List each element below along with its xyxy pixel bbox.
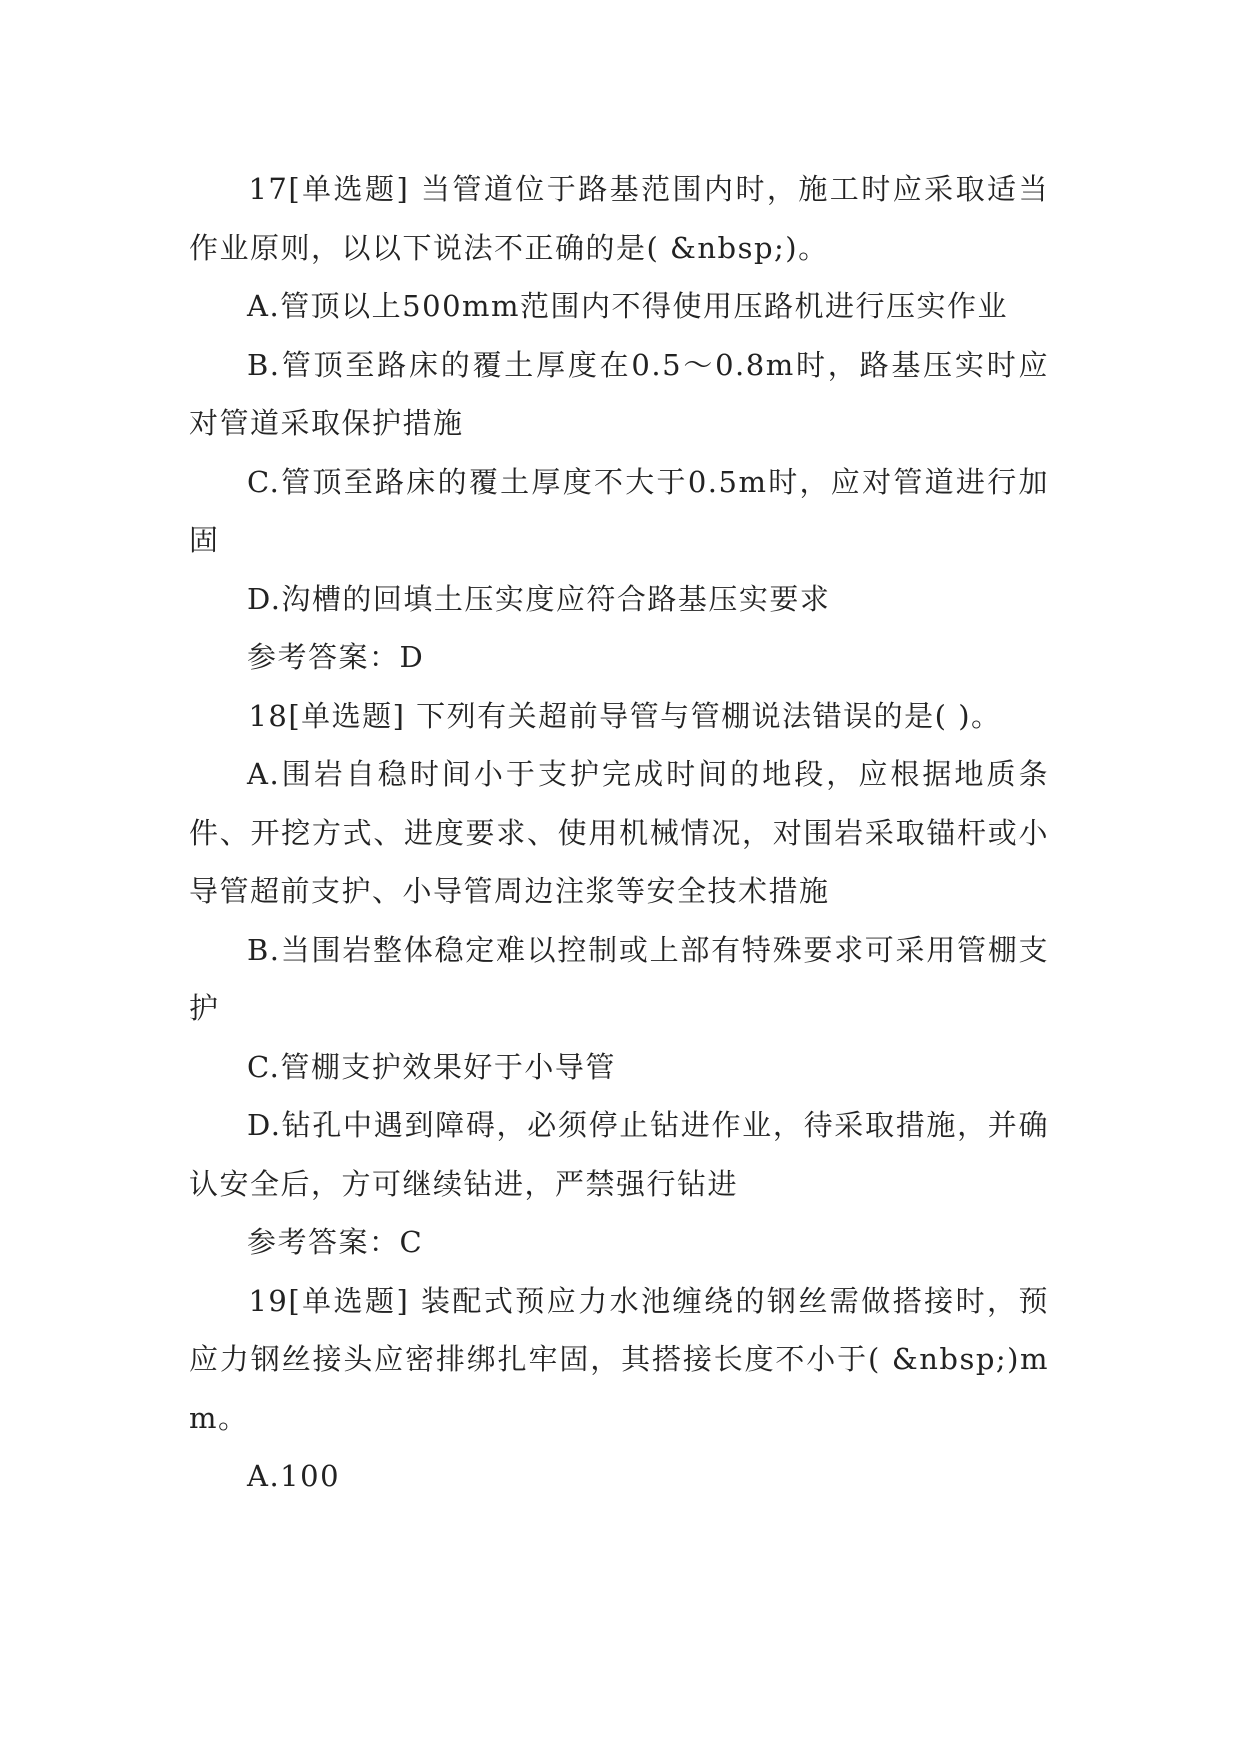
question-17-answer: 参考答案：D (247, 640, 425, 674)
question-18-stem: 18[单选题] 下列有关超前导管与管棚说法错误的是( )。 (248, 698, 1002, 733)
question-17-option-a: A.管顶以上500mm范围内不得使用压路机进行压实作业 (247, 289, 1009, 323)
question-17-option-d: D.沟槽的回填土压实度应符合路基压实要求 (247, 581, 831, 616)
question-19-stem: 19[单选题] 装配式预应力水池缠绕的钢丝需做搭接时，预应力钢丝接头应密排绑扎牢固，其搭接长度不小于( &nbsp;)mm。 (189, 1283, 1049, 1435)
question-18-option-a: A.围岩自稳时间小于支护完成时间的地段，应根据地质条件、开挖方式、进度要求、使用机械情况，对围岩采取锚杆或小导管超前支护、小导管周边注浆等安全技术措施 (189, 757, 1049, 908)
question-18-option-b: B.当围岩整体稳定难以控制或上部有特殊要求可采用管棚支护 (189, 932, 1049, 1025)
document-body (189, 160, 1049, 1506)
question-17-option-b: B.管顶至路床的覆土厚度在0.5～0.8m时，路基压实时应对管道采取保护措施 (189, 347, 1049, 440)
question-18-option-d: D.钻孔中遇到障碍，必须停止钻进作业，待采取措施，并确认安全后，方可继续钻进，严禁强行钻进 (189, 1108, 1049, 1201)
question-17-option-c: C.管顶至路床的覆土厚度不大于0.5m时，应对管道进行加固 (189, 464, 1049, 557)
question-18-answer: 参考答案：C (247, 1225, 424, 1259)
question-17-stem: 17[单选题] 当管道位于路基范围内时，施工时应采取适当作业原则，以以下说法不正确的是( &nbsp;)。 (189, 172, 1049, 265)
question-19-option-a: A.100 (247, 1459, 341, 1493)
question-18-option-c: C.管棚支护效果好于小导管 (247, 1049, 616, 1084)
